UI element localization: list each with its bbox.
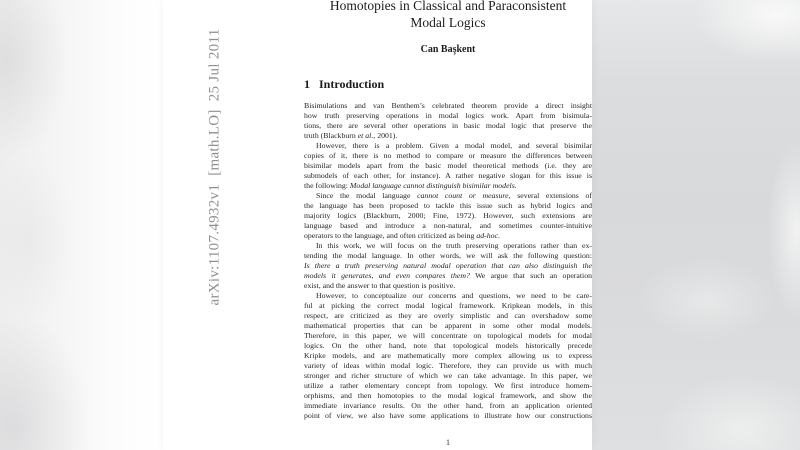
body-line: Bisimulations and van Benthem’s celebrated theorem provide a direct insight (304, 101, 592, 110)
body-line: However, to conceptualize our concerns and questions, we need to be care- (316, 291, 592, 300)
background-blur-left (0, 0, 163, 450)
paper-title-line-2: Modal Logics (410, 14, 486, 30)
body-line: utilize a rather elementary concept from topology. We first introduce homem- (304, 381, 592, 390)
paragraph (304, 241, 592, 291)
paragraph (304, 191, 592, 241)
body-line: Since the modal language cannot count or measure, several extensions of (316, 191, 592, 200)
body-line: tions, there are several other operations in basic modal logic that preserve the (304, 121, 592, 130)
body-line: logics. On the other hand, note that topological models historically precede (304, 341, 592, 350)
body-line: Is there a truth preserving natural modal operation that can also distinguish the (304, 261, 592, 270)
body-line: truth (Blackburn et al., 2001). (304, 131, 398, 140)
body-line: orphisms, and then homotopies to the modal logical framework, and show the (304, 391, 592, 400)
paper-title (304, 0, 592, 31)
body-line: language based and introduce a non-natural, and sometimes counter-intuitive (304, 221, 592, 230)
body-line: In this work, we will focus on the truth preserving operations rather than ex- (316, 241, 592, 250)
body-line: However, there is a problem. Given a modal model, and several bisimilar (316, 141, 592, 150)
body-line: mathematical properties that can be apparent in some other modal models. (304, 321, 592, 330)
body-line: Kripke models, and are mathematically more complex allowing us to express (304, 351, 592, 360)
body-line: models it generates, and even compares them? We argue that such an operation (304, 271, 592, 280)
body-line: point of view, we also have some applications to illustrate how our constructions (304, 411, 592, 420)
body-line: variety of ideas within modal logic. Therefore, they can provide us with much (304, 361, 592, 370)
body-line: copies of it, there is no method to compare or measure the differences between (304, 151, 592, 160)
body-text (304, 101, 592, 421)
document-page (163, 0, 592, 450)
paragraph (304, 291, 592, 421)
paragraph (304, 101, 592, 141)
body-line: exist, and the answer to that question is positive. (304, 281, 456, 290)
body-line: respect, are criticized as they are overly simplistic and can overshadow some (304, 311, 592, 320)
section-title: Introduction (319, 77, 385, 91)
section-number: 1 (304, 77, 310, 91)
body-line: submodels of each other, for instance). A rather negative slogan for this issue is (304, 171, 592, 180)
body-line: the following: Modal language cannot distinguish bisimilar models. (304, 181, 517, 190)
body-line: tending the modal language. In other words, we will ask the following question: (304, 251, 592, 260)
arxiv-stamp: arXiv:1107.4932v1 [math.LO] 25 Jul 2011 (206, 28, 223, 306)
body-line: ful at picking the correct modal logical framework. Kripkean models, in this (304, 301, 592, 310)
paragraph (304, 141, 592, 191)
author-name: Can Başkent (420, 43, 476, 55)
body-line: the language has been proposed to tackle this issue such as hybrid logics and (304, 201, 592, 210)
body-line: bisimilar models apart from the basic model theoretical methods (i.e. they are (304, 161, 592, 170)
paper-title-line-1: Homotopies in Classical and Paraconsistent (329, 0, 567, 13)
body-line: stronger and richer structure of which we can take advantage. In this paper, we (304, 371, 592, 380)
body-line: operators to the language, and often criticized as being ad-hoc. (304, 231, 500, 240)
body-line: immediate invariance results. On the other hand, from an application oriented (304, 401, 592, 410)
body-line: how truth preserving operations in modal logics work. Apart from bisimula- (304, 111, 592, 120)
background-blur-right (592, 0, 800, 450)
body-line: Therefore, in this paper, we will concentrate on topological models for modal (304, 331, 592, 340)
page-number: 1 (445, 437, 451, 447)
section-heading (304, 77, 592, 92)
body-line: majority logics (Blackburn, 2000; Fine, 1972). However, such extensions are (304, 211, 592, 220)
